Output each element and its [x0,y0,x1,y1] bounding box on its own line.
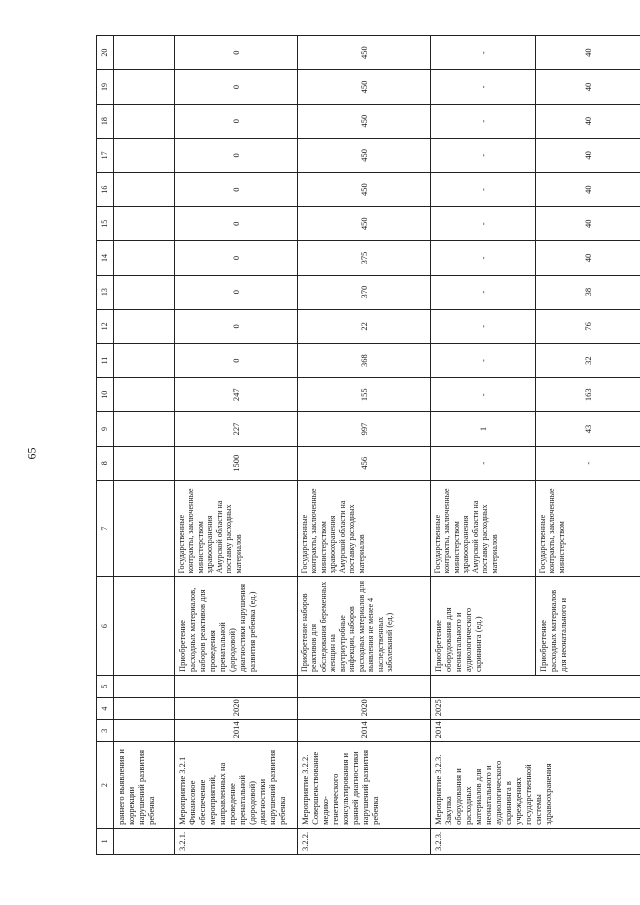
cell [175,675,298,697]
value-cell: 22 [298,309,431,343]
row-number: 3.2.2. [298,828,431,854]
end-year: 2020 [175,698,298,720]
value-cell [114,378,175,412]
row-number [114,828,175,854]
value-cell: - [431,343,536,377]
value-cell [114,172,175,206]
column-header: 20 [97,36,114,70]
value-cell: 450 [298,36,431,70]
value-cell: 0 [175,275,298,309]
table-row [431,36,536,855]
column-header: 14 [97,241,114,275]
measure-name: Мероприятие 3.2.1 Финансовое обеспечение мероприятий, направленных на проведение пренатальной (дородовой) диагностики нарушений развития ребенка [175,742,298,829]
value-cell [114,36,175,70]
measure-name: Мероприятие 3.2.3. Закупка оборудования и расходных материалов для неонатального и аудиологического скрининга в учреждениях государственной системы здравоохранения [431,742,640,829]
value-cell: 38 [536,275,640,309]
measure-name: раннего выявления и коррекции нарушений развития ребенка [114,742,175,829]
value-cell: - [431,241,536,275]
value-cell: 1 [431,412,536,446]
value-cell: - [431,172,536,206]
start-year: 2014 [175,720,298,742]
value-cell: 43 [536,412,640,446]
end-year: 2025 [431,698,640,720]
result: Государственные контракты, заключенные министерством [536,480,640,577]
value-cell: 0 [175,309,298,343]
value-cell: 0 [175,343,298,377]
table-row [114,36,175,855]
value-cell: - [431,207,536,241]
column-header: 12 [97,309,114,343]
rotated-table-container [96,35,626,855]
row-number: 3.2.3. [431,828,640,854]
value-cell [114,70,175,104]
value-cell: 40 [536,104,640,138]
column-header: 19 [97,70,114,104]
cell [298,675,431,697]
value-cell: - [431,70,536,104]
value-cell [114,343,175,377]
value-cell: 450 [298,70,431,104]
column-header: 8 [97,446,114,480]
measure-name: Мероприятие 3.2.2. Совершенствование медико-генетического консультирования и ранней диагностики нарушений развития ребенка [298,742,431,829]
value-cell: 163 [536,378,640,412]
column-header: 9 [97,412,114,446]
value-cell: - [431,275,536,309]
value-cell: 247 [175,378,298,412]
value-cell: 0 [175,104,298,138]
value-cell: - [431,36,536,70]
value-cell: 40 [536,241,640,275]
value-cell: 40 [536,70,640,104]
column-header: 17 [97,138,114,172]
start-year: 2014 [298,720,431,742]
indicator: Приобретение расходных материалов для неонатального и [536,577,640,676]
value-cell [114,309,175,343]
end-year [114,698,175,720]
column-header: 3 [97,720,114,742]
cell [114,675,175,697]
result: Государственные контракты, заключенные министерством здравоохранения Амурской области на поставку расходных материалов [298,480,431,577]
indicator [114,577,175,676]
column-header: 2 [97,742,114,829]
value-cell: 0 [175,172,298,206]
value-cell [114,241,175,275]
indicator: Приобретение расходных материалов, наборов реактивов для проведения пренатальной (дородовой) диагностики нарушения развития ребенка (ед.) [175,577,298,676]
value-cell: - [431,104,536,138]
value-cell: - [536,446,640,480]
value-cell: - [431,309,536,343]
column-header: 11 [97,343,114,377]
page-number: 65 [24,447,39,460]
value-cell: 0 [175,70,298,104]
value-cell [114,446,175,480]
value-cell: 0 [175,207,298,241]
result: Государственные контракты, заключенные министерством здравоохранения Амурской области на поставку расходных материалов [175,480,298,577]
value-cell: 227 [175,412,298,446]
cell [431,675,640,697]
value-cell: 40 [536,207,640,241]
value-cell [114,104,175,138]
value-cell: 0 [175,138,298,172]
value-cell: 1500 [175,446,298,480]
start-year: 2014 [431,720,640,742]
column-header: 10 [97,378,114,412]
row-number: 3.2.1. [175,828,298,854]
value-cell: - [431,138,536,172]
column-header: 18 [97,104,114,138]
value-cell: 997 [298,412,431,446]
end-year: 2020 [298,698,431,720]
indicator: Приобретение наборов реактивов для обследования беременных женщин на внутриутробные инфекции, наборов расходных материалов для выявления не менее 4 наследственных заболеваний (ед.) [298,577,431,676]
value-cell: 32 [536,343,640,377]
value-cell: 155 [298,378,431,412]
value-cell: 0 [175,36,298,70]
column-header: 15 [97,207,114,241]
value-cell: 450 [298,172,431,206]
table-row [175,36,298,855]
column-header: 7 [97,480,114,577]
value-cell [114,207,175,241]
value-cell: 368 [298,343,431,377]
result [114,480,175,577]
table-row [298,36,431,855]
column-header: 5 [97,675,114,697]
value-cell: 76 [536,309,640,343]
column-header: 1 [97,828,114,854]
value-cell: 40 [536,36,640,70]
value-cell [114,138,175,172]
value-cell: 40 [536,138,640,172]
column-header: 16 [97,172,114,206]
program-table [96,35,640,855]
value-cell: 40 [536,172,640,206]
value-cell: - [431,378,536,412]
value-cell: 450 [298,207,431,241]
header-row [97,36,114,855]
value-cell: 450 [298,138,431,172]
column-header: 13 [97,275,114,309]
result: Государственные контракты, заключенные министерством здравоохранения Амурской области на поставку расходных материалов [431,480,536,577]
value-cell: 456 [298,446,431,480]
value-cell [114,412,175,446]
value-cell [114,275,175,309]
value-cell: 370 [298,275,431,309]
start-year [114,720,175,742]
value-cell: 375 [298,241,431,275]
value-cell: - [431,446,536,480]
value-cell: 450 [298,104,431,138]
value-cell: 0 [175,241,298,275]
column-header: 6 [97,577,114,676]
column-header: 4 [97,698,114,720]
indicator: Приобретение оборудования для неонатального и аудиологического скрининга (ед.) [431,577,536,676]
